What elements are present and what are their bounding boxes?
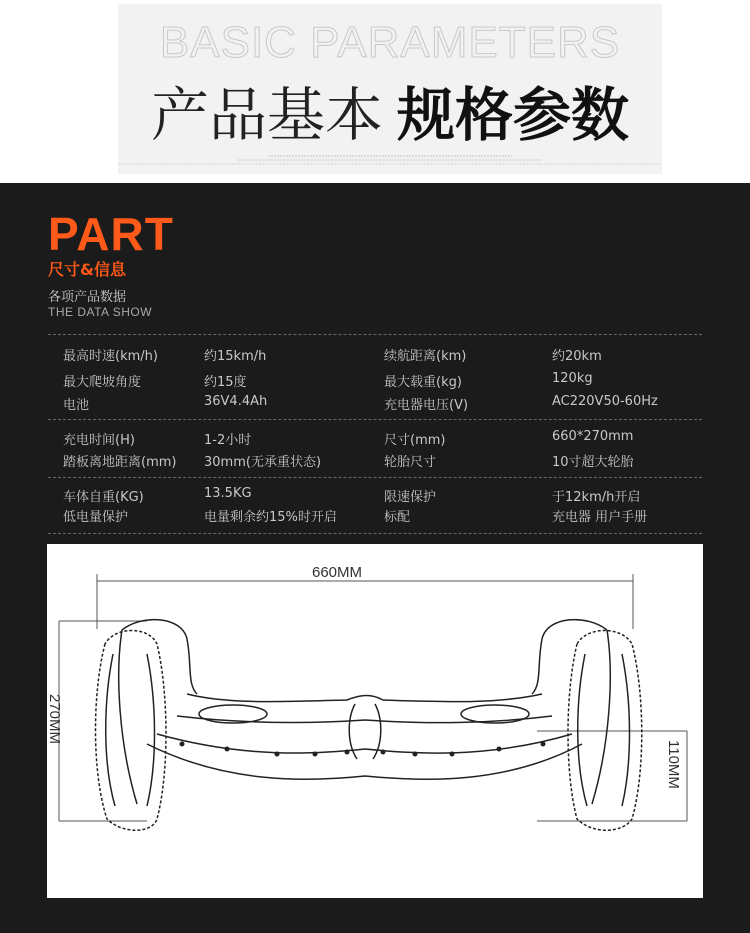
spec-label: 充电时间(H) xyxy=(63,433,135,448)
chinese-title-bold: 规格参数 xyxy=(397,81,630,149)
divider xyxy=(48,477,702,478)
spec-value: 于12km/h开启 xyxy=(552,490,641,505)
spec-value: 36V4.4Ah xyxy=(204,394,268,409)
divider xyxy=(48,334,702,335)
spec-value: 充电器 用户手册 xyxy=(552,510,648,525)
height-dimension-label: 270MM xyxy=(46,694,63,745)
divider xyxy=(48,419,702,420)
spec-label: 踏板离地距离(mm) xyxy=(63,455,177,470)
data-title-en: THE DATA SHOW xyxy=(48,305,153,319)
fine-print-decoration xyxy=(118,154,662,167)
header-panel xyxy=(118,4,662,174)
spec-value: 13.5KG xyxy=(204,486,252,501)
spec-value: 10寸超大轮胎 xyxy=(552,455,634,470)
spec-value: 约15km/h xyxy=(204,349,267,364)
spec-label: 轮胎尺寸 xyxy=(384,455,437,470)
spec-label: 限速保护 xyxy=(384,490,437,505)
spec-value: 1-2小时 xyxy=(204,433,252,448)
chinese-title xyxy=(118,68,662,152)
spec-label: 尺寸(mm) xyxy=(384,433,446,448)
spec-value: 约20km xyxy=(552,349,602,364)
clearance-dimension-label: 110MM xyxy=(665,740,682,789)
spec-value: 30mm(无承重状态) xyxy=(204,455,322,470)
spec-value: AC220V50-60Hz xyxy=(552,394,658,409)
spec-label: 续航距离(km) xyxy=(384,349,467,364)
spec-label: 低电量保护 xyxy=(63,510,129,525)
chinese-title-light: 产品基本 xyxy=(150,81,383,149)
header-banner xyxy=(0,0,750,183)
spec-value: 约15度 xyxy=(204,375,247,390)
data-title-cn: 各项产品数据 xyxy=(48,290,127,305)
width-dimension-label: 660MM xyxy=(312,564,363,581)
spec-label: 充电器电压(V) xyxy=(384,398,469,413)
spec-label: 最大爬坡角度 xyxy=(63,375,142,390)
spec-label: 电池 xyxy=(63,398,90,413)
part-subtitle: 尺寸&信息 xyxy=(48,260,126,279)
hoverboard-drawing xyxy=(47,544,703,898)
spec-label: 车体自重(KG) xyxy=(63,490,144,505)
spec-value: 120kg xyxy=(552,371,593,386)
dimension-diagram xyxy=(47,544,703,898)
fine-print-lines xyxy=(118,154,662,166)
spec-section xyxy=(0,183,750,933)
spec-label: 最大载重(kg) xyxy=(384,375,462,390)
part-heading: PART xyxy=(48,208,174,260)
english-title: BASIC PARAMETERS xyxy=(159,18,621,67)
spec-value: 660*270mm xyxy=(552,429,634,444)
spec-value: 电量剩余约15%时开启 xyxy=(204,510,337,525)
divider xyxy=(48,533,702,534)
spec-label: 最高时速(km/h) xyxy=(63,349,158,364)
spec-label: 标配 xyxy=(384,510,411,525)
